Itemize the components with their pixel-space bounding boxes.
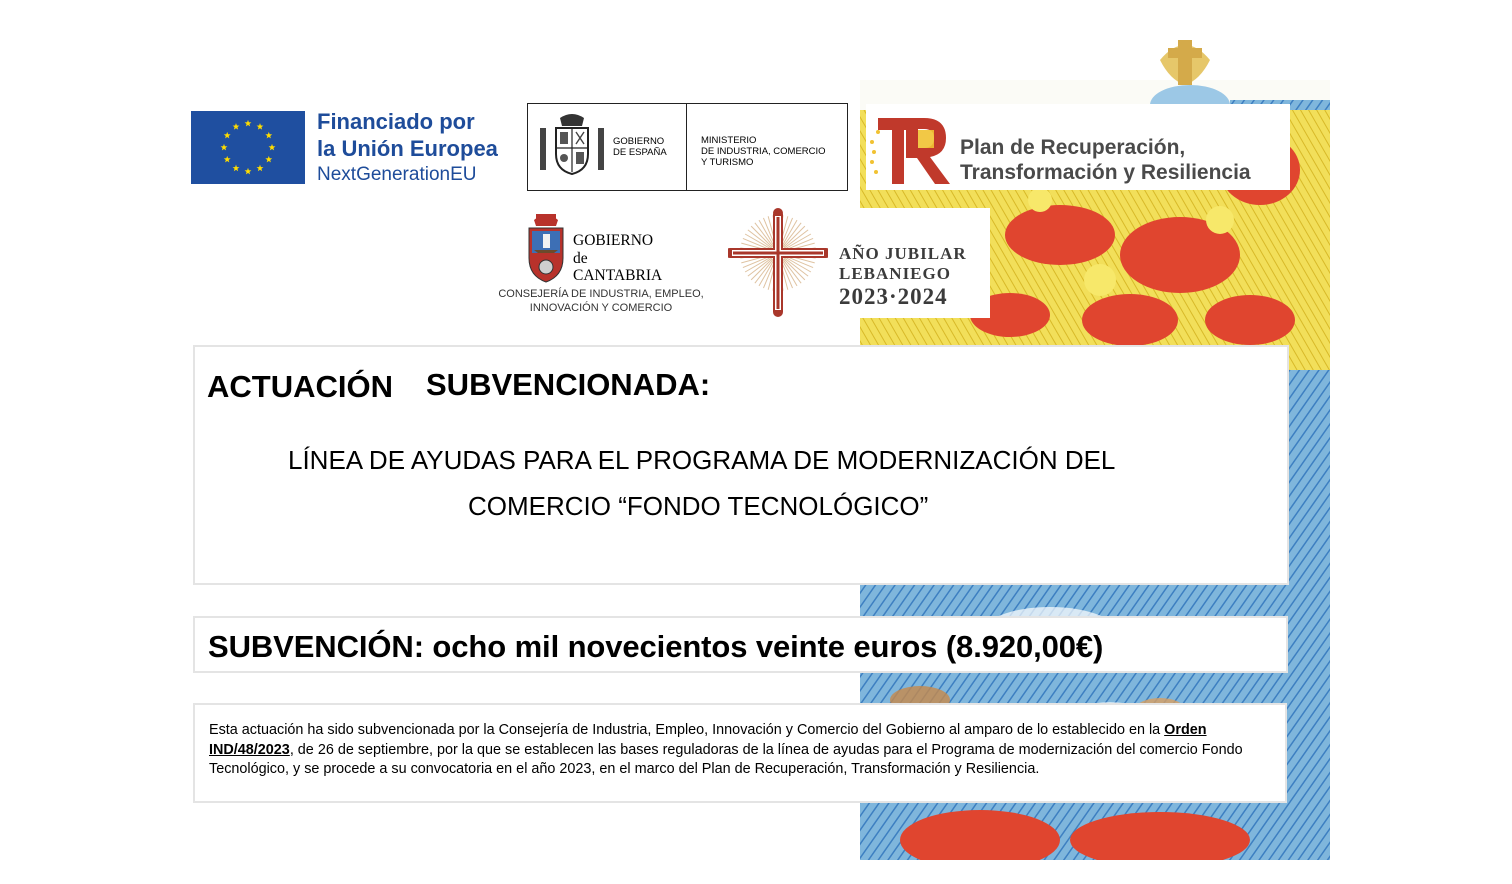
eu-funding-logo [191, 111, 513, 187]
jubilar-line2: LEBANIEGO [839, 264, 951, 283]
eu-text-line2: la Unión Europea [317, 136, 498, 161]
actuacion-heading: ACTUACIÓN [207, 369, 393, 404]
plan-recuperacion-logo [866, 104, 1290, 190]
jubilar-years: 2023·2024 [839, 284, 948, 309]
jubilar-line1: AÑO JUBILAR [839, 244, 967, 263]
gobierno-line1: GOBIERNO [613, 136, 665, 147]
subvencionada-heading: SUBVENCIONADA: [426, 367, 711, 402]
prtr-line1: Plan de Recuperación, [960, 136, 1186, 159]
prtr-tr-mark-icon [866, 112, 956, 188]
consejeria-line1: CONSEJERÍA DE INDUSTRIA, EMPLEO, [498, 288, 704, 300]
cantabria-line3: CANTABRIA [573, 267, 663, 284]
note-part2: , de 26 de septiembre, por la que se establecen las bases reguladoras de la línea de ayudas para el Programa de modernización del comercio Fondo Tecnológico, y se procede a su convocatoria en el año 2023, en el marco del Plan de Recuperación, Transformación y Resiliencia. [209, 741, 1243, 777]
eu-flag-icon [191, 111, 305, 184]
subvencion-box [193, 616, 1288, 673]
note-part1: Esta actuación ha sido subvencionada por la Consejería de Industria, Empleo, Innovación y Comercio del Gobierno al amparo de lo establecido en la [209, 722, 1165, 738]
ministerio-line2: DE INDUSTRIA, COMERCIO [701, 146, 826, 157]
ministerio-line1: MINISTERIO [701, 135, 757, 146]
ano-jubilar-logo [728, 208, 990, 318]
programa-line1: LÍNEA DE AYUDAS PARA EL PROGRAMA DE MODERNIZACIÓN DEL [288, 445, 1116, 475]
gobierno-espana-logo [527, 103, 848, 191]
programa-line2: COMERCIO “FONDO TECNOLÓGICO” [468, 491, 929, 521]
cantabria-line1: GOBIERNO [573, 232, 654, 249]
spain-coat-of-arms-icon [536, 112, 608, 182]
logo-divider [686, 104, 687, 190]
gobierno-cantabria-logo [490, 208, 712, 318]
cantabria-crest-icon [526, 212, 566, 284]
eu-text-line1: Financiado por [317, 109, 475, 134]
consejeria-line2: INNOVACIÓN Y COMERCIO [529, 302, 673, 314]
ministerio-line3: Y TURISMO [701, 157, 754, 168]
eu-text-line3: NextGenerationEU [317, 164, 477, 185]
actuacion-box [193, 345, 1289, 585]
gobierno-line2: DE ESPAÑA [613, 147, 667, 158]
prtr-line2: Transformación y Resiliencia [960, 161, 1251, 184]
lebaniego-cross-icon [728, 208, 828, 318]
legal-note-text [209, 721, 1271, 780]
subvencion-amount: SUBVENCIÓN: ocho mil novecientos veinte euros (8.920,00€) [208, 629, 1104, 664]
legal-note-box [193, 703, 1287, 803]
cantabria-line2: de [573, 249, 588, 267]
orden-reference: Orden IND/48/2023 [209, 722, 1207, 758]
